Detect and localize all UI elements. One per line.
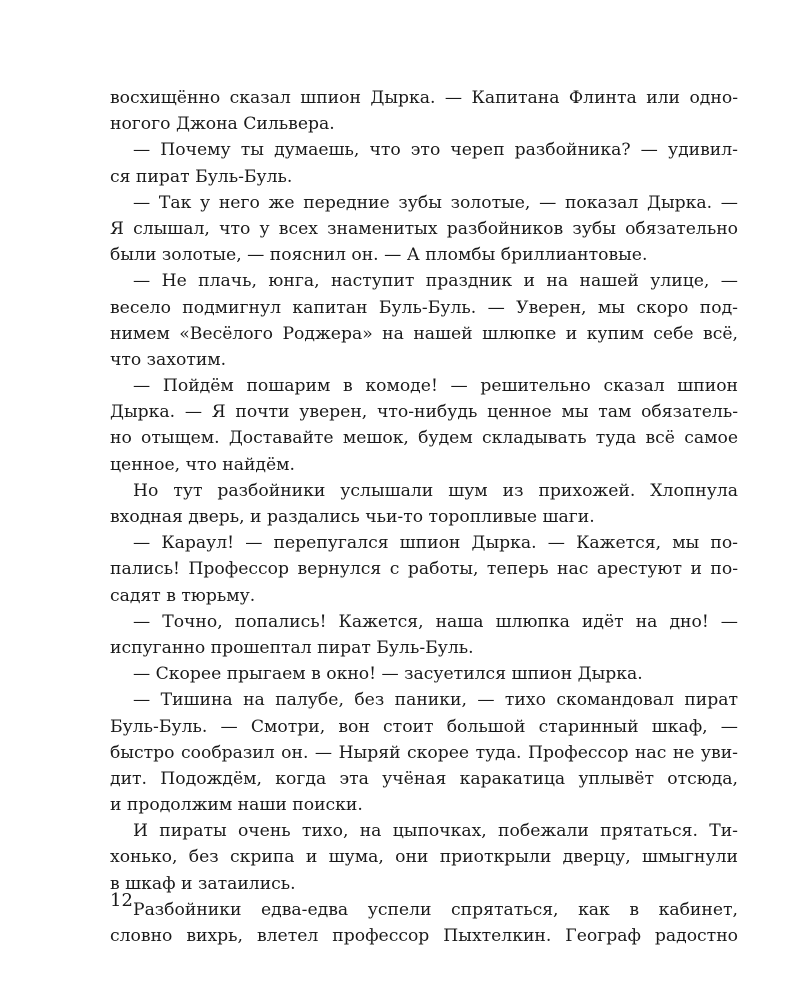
text-line: Дырка. — Я почти уверен, что-нибудь ценное мы там обязатель-	[110, 402, 738, 423]
text-line: садят в тюрьму.	[110, 585, 256, 606]
text-line: Разбойники едва-едва успели спрятаться, как в кабинет,	[133, 899, 738, 920]
text-line: Но тут разбойники услышали шум из прихожей. Хлопнула	[133, 480, 738, 501]
text-line: Я слышал, что у всех знаменитых разбойников зубы обязательно	[110, 218, 738, 239]
text-line: ся пират Буль-Буль.	[110, 166, 293, 187]
page-text	[110, 85, 738, 949]
text-line: восхищённо сказал шпион Дырка. — Капитана Флинта или одно-	[110, 88, 738, 108]
page-number: 12	[110, 890, 133, 911]
text-line: — Так у него же передние зубы золотые, — показал Дырка. —	[133, 192, 738, 213]
text-line: нимем «Весёлого Роджера» на нашей шлюпке и купим себе всё,	[110, 323, 738, 344]
text-line: — Почему ты думаешь, что это череп разбойника? — удивил-	[133, 140, 738, 161]
text-line: в шкаф и затаились.	[110, 873, 296, 894]
text-line: — Пойдём пошарим в комоде! — решительно сказал шпион	[133, 376, 738, 397]
text-line: словно вихрь, влетел профессор Пыхтелкин. Географ радостно	[110, 926, 738, 946]
text-line: дит. Подождём, когда эта учёная каракатица уплывёт отсюда,	[110, 768, 738, 789]
text-line: — Точно, попались! Кажется, наша шлюпка идёт на дно! —	[133, 611, 738, 632]
text-line: Буль-Буль. — Смотри, вон стоит большой старинный шкаф, —	[110, 716, 738, 737]
text-line: И пираты очень тихо, на цыпочках, побежали прятаться. Ти-	[133, 821, 738, 842]
text-line: — Не плачь, юнга, наступит праздник и на нашей улице, —	[133, 271, 738, 292]
text-line: но отыщем. Доставайте мешок, будем складывать туда всё самое	[110, 428, 738, 449]
text-line: ногого Джона Сильвера.	[110, 114, 335, 135]
text-line: хонько, без скрипа и шума, они приоткрыли дверцу, шмыгнули	[110, 847, 738, 868]
text-line: — Караул! — перепугался шпион Дырка. — Кажется, мы по-	[133, 533, 738, 554]
text-line: были золотые, — пояснил он. — А пломбы бриллиантовые.	[110, 245, 648, 266]
text-line: весело подмигнул капитан Буль-Буль. — Уверен, мы скоро под-	[110, 297, 738, 318]
text-line: что захотим.	[110, 349, 227, 370]
text-line: пались! Профессор вернулся с работы, теперь нас арестуют и по-	[110, 559, 738, 580]
text-line: — Скорее прыгаем в окно! — засуетился шпион Дырка.	[133, 664, 643, 685]
text-line: — Тишина на палубе, без паники, — тихо скомандовал пират	[133, 690, 738, 711]
text-line: и продолжим наши поиски.	[110, 795, 363, 816]
text-line: входная дверь, и раздались чьи-то торопливые шаги.	[110, 507, 595, 527]
text-line: испуганно прошептал пират Буль-Буль.	[110, 637, 474, 658]
text-line: быстро сообразил он. — Ныряй скорее туда. Профессор нас не уви-	[110, 742, 738, 763]
text-line: ценное, что найдём.	[110, 454, 296, 475]
